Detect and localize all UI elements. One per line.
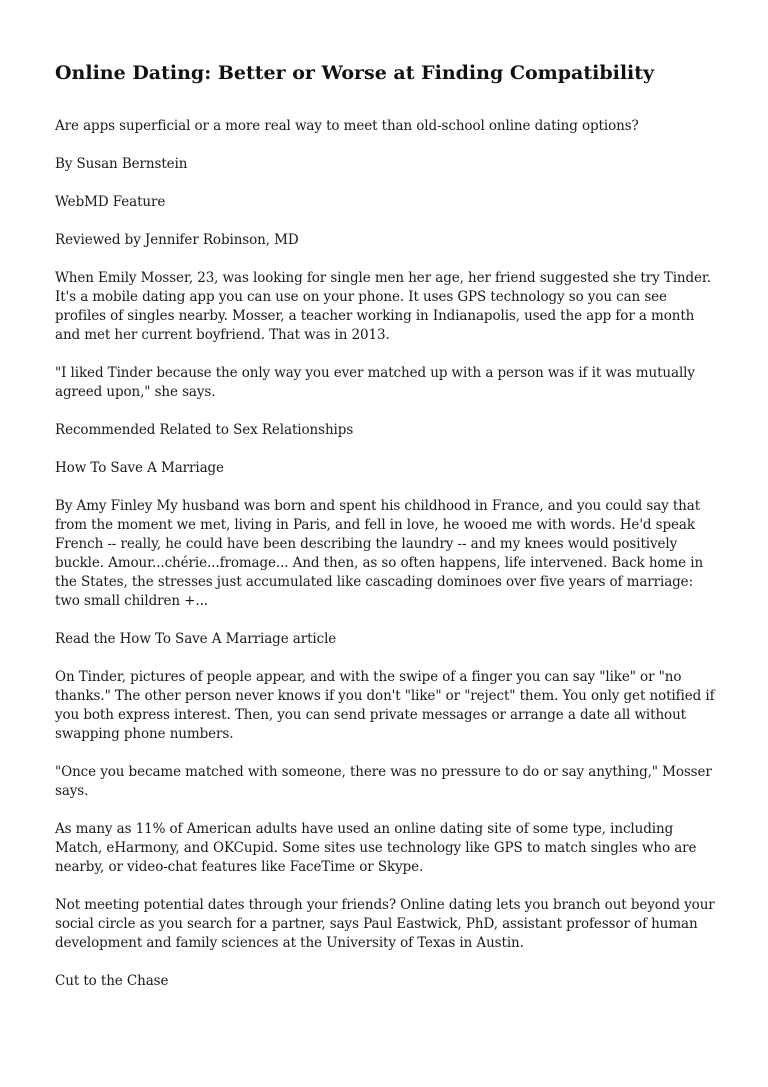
section-heading: Cut to the Chase — [55, 973, 169, 989]
body-paragraph: On Tinder, pictures of people appear, and with the swipe of a finger you can say "like" or "no thanks." The other person never knows if you don't "like" or "reject" them. You only get notified if you both express interest. Then, you can send private messages or arrange a date all without swapping phone numbers. — [55, 669, 715, 742]
body-paragraph: "Once you became matched with someone, there was no pressure to do or say anything," Mosser says. — [55, 764, 712, 799]
article-title: Online Dating: Better or Worse at Finding Compatibility — [55, 62, 655, 84]
document-page — [55, 58, 715, 1010]
reviewer-credit: Reviewed by Jennifer Robinson, MD — [55, 232, 299, 248]
source-label: WebMD Feature — [55, 194, 166, 210]
body-paragraph: "I liked Tinder because the only way you ever matched up with a person was if it was mutually agreed upon," she says. — [55, 365, 695, 400]
body-paragraph: When Emily Mosser, 23, was looking for single men her age, her friend suggested she try Tinder. It's a mobile dating app you can use on your phone. It uses GPS technology so you can see profiles of singles nearby. Mosser, a teacher working in Indianapolis, used the app for a month and met her current boyfriend. That was in 2013. — [55, 270, 711, 343]
article-subtitle: Are apps superficial or a more real way to meet than old-school online dating options? — [55, 118, 639, 134]
body-paragraph: Not meeting potential dates through your friends? Online dating lets you branch out beyond your social circle as you search for a partner, says Paul Eastwick, PhD, assistant professor of human development and family sciences at the University of Texas in Austin. — [55, 897, 715, 951]
related-article-excerpt: By Amy Finley My husband was born and spent his childhood in France, and you could say that from the moment we met, living in Paris, and fell in love, he wooed me with words. He'd speak French -- really, he could have been describing the laundry -- and my knees would positively buckle. Amour...chérie...fromage... And then, as so often happens, life intervened. Back home in the States, the stresses just accumulated like cascading dominoes over five years of marriage: two small children +... — [55, 498, 704, 609]
related-heading: Recommended Related to Sex Relationships — [55, 422, 354, 438]
related-article-title: How To Save A Marriage — [55, 460, 224, 476]
related-article-link-text: Read the How To Save A Marriage article — [55, 631, 337, 647]
byline: By Susan Bernstein — [55, 156, 188, 172]
body-paragraph: As many as 11% of American adults have used an online dating site of some type, including Match, eHarmony, and OKCupid. Some sites use technology like GPS to match singles who are nearby, or video-chat features like FaceTime or Skype. — [55, 821, 697, 875]
